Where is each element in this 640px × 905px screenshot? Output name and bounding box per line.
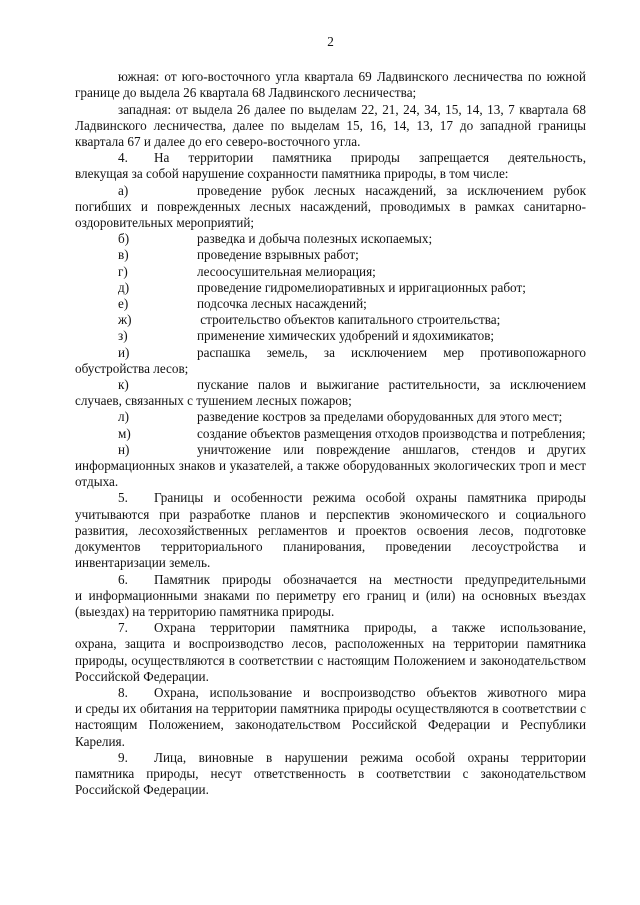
prohibited-list (75, 183, 586, 491)
paragraph-7: 7. Охрана территории памятника природы, а также использование, охрана, защита и воспроизводство лесов, расположенных на территории памятника природы, осуществляются в соответствии с настоящим Положением и законодательством Российской Федерации. (75, 620, 586, 684)
list-item-z: з) применение химических удобрений и ядохимикатов; (118, 328, 495, 344)
list-item-a-continuation: погибших и поврежденных лесных насаждений, проводимых в рамках санитарно-оздоровительных мероприятий; (75, 198, 586, 231)
list-item-e: е) подсочка лесных насаждений; (118, 296, 367, 312)
paragraph-4-number: 4. (118, 150, 128, 166)
list-item-k: к) пускание палов и выжигание растительности, за исключением (118, 377, 586, 393)
paragraph-9: 9. Лица, виновные в нарушении режима особой охраны территории памятника природы, несут ответственность в соответствии с законодательством Российской Федерации. (75, 749, 586, 798)
paragraph-9-number: 9. (118, 749, 128, 765)
paragraph-6-number: 6. (118, 571, 128, 587)
list-item-g: г) лесоосушительная мелиорация; (118, 263, 376, 279)
list-item-l: л) разведение костров за пределами оборудованных для этого мест; (118, 409, 563, 425)
paragraph-4 (75, 150, 586, 182)
paragraph-5-number: 5. (118, 490, 128, 506)
boundary-west: западная: от выдела 26 далее по выделам 22, 21, 24, 34, 15, 14, 13, 7 квартала 68 Ладвинского лесничества, далее по выделам 15, 16, 14, 13, 17 до западной границы квартала 67 и далее до его северо-восточного угла. (75, 101, 586, 150)
list-item-a: а) проведение рубок лесных насаждений, за исключением рубок (118, 182, 586, 198)
list-item-i: и) распашка земель, за исключением мер противопожарного (118, 344, 586, 360)
paragraph-8-number: 8. (118, 684, 128, 700)
paragraph-5: 5. Границы и особенности режима особой охраны памятника природы учитываются при разработке планов и перспектив экономического и социального развития, лесохозяйственных регламентов и проектов освоения лесов, подготовке документов территориального планирования, проведении лесоустройства и инвентаризации земель. (75, 490, 586, 571)
boundary-south: южная: от юго-восточного угла квартала 69 Ладвинского лесничества по южной границе до выдела 26 квартала 68 Ладвинского лесничества; (75, 69, 586, 101)
list-item-zh: ж) строительство объектов капитального строительства; (118, 312, 501, 328)
list-item-n: н) уничтожение или повреждение аншлагов, стендов и других (118, 441, 586, 457)
page-number: 2 (327, 34, 334, 49)
paragraph-6: 6. Памятник природы обозначается на местности предупредительными и информационными знаками по периметру его границ и (или) на основных въездах (выездах) на территорию памятника природы. (75, 571, 586, 619)
list-item-n-continuation: информационных знаков и указателей, а также оборудованных экологических троп и мест отдыха. (75, 458, 586, 490)
paragraph-8-continuation: и среды их обитания на территории памятника природы осуществляются в соответствии с настоящим Положением, законодательством Российской Федерации и Республики Карелия. (75, 701, 586, 749)
paragraph-9-continuation: памятника природы, несут ответственность в соответствии с законодательством Российской Федерации. (75, 765, 586, 798)
list-item-d: д) проведение гидромелиоративных и ирригационных работ; (118, 279, 526, 295)
paragraph-7-continuation: охрана, защита и воспроизводство лесов, расположенных на территории памятника природы, осуществляются в соответствии с настоящим Положением и законодательством Российской Федерации. (75, 636, 586, 684)
paragraph-4-continuation: влекущая за собой нарушение сохранности памятника природы, в том числе: (75, 166, 509, 182)
paragraph-7-number: 7. (118, 620, 128, 636)
paragraph-8: 8. Охрана, использование и воспроизводство объектов животного мира и среды их обитания на территории памятника природы осуществляются в соответствии с настоящим Положением, законодательством Российской Федерации и Республики Карелия. (75, 684, 586, 749)
paragraph-6-continuation: и информационными знаками по периметру его границ и (или) на основных въездах (выездах) на территорию памятника природы. (75, 587, 586, 619)
list-item-k-continuation: случаев, связанных с тушением лесных пожаров; (75, 393, 352, 409)
list-item-b: б) разведка и добыча полезных ископаемых; (118, 231, 433, 247)
list-item-m: м) создание объектов размещения отходов производства и потребления; (118, 425, 586, 441)
list-item-v: в) проведение взрывных работ; (118, 247, 359, 263)
list-item-i-continuation: обустройства лесов; (75, 360, 189, 376)
paragraph-5-continuation: учитываются при разработке планов и перспектив экономического и социального развития, лесохозяйственных регламентов и проектов освоения лесов, подготовке документов территориального планирования, проведении лесоустройства и инвентаризации земель. (75, 506, 586, 571)
paragraph-4-first-line: 4. На территории памятника природы запрещается деятельность, (118, 150, 586, 166)
